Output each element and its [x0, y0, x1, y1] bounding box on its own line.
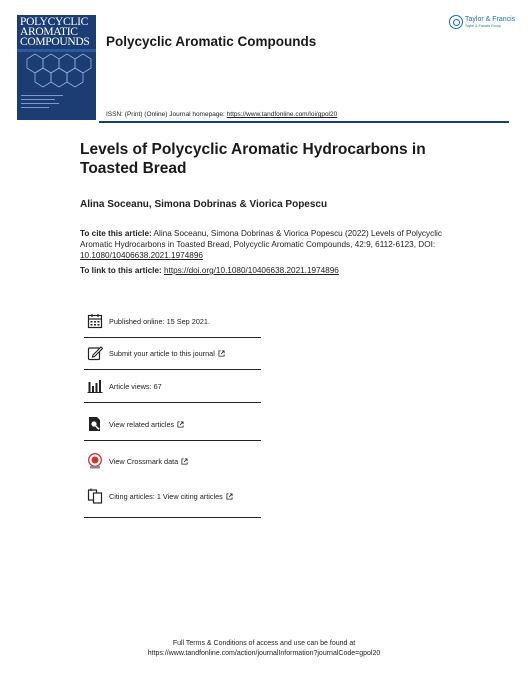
footer [0, 639, 528, 658]
submit-article-label: Submit your article to this journal [109, 349, 215, 358]
article-title: Levels of Polycyclic Aromatic Hydrocarbons in Toasted Bread [80, 141, 426, 177]
external-link-icon [177, 421, 184, 428]
header-divider [99, 121, 509, 123]
article-views-row [84, 371, 261, 403]
calendar-icon [87, 313, 103, 329]
search-document-icon [87, 416, 103, 432]
hexagon-pattern-icon [17, 51, 96, 95]
cover-text-line [21, 107, 49, 108]
cover-title [20, 17, 94, 47]
article-link-label: To link to this article: [80, 266, 165, 275]
publisher-logo-text: Taylor & Francis [465, 16, 516, 23]
crossmark-icon [87, 453, 103, 469]
published-online-text: Published online: 15 Sep 2021. [109, 317, 211, 326]
related-articles-row[interactable] [84, 409, 261, 441]
publisher-logo[interactable] [449, 15, 516, 33]
article-link-line [80, 266, 339, 275]
external-link-icon [226, 493, 233, 500]
related-articles-label: View related articles [109, 420, 175, 429]
footer-terms-link[interactable]: https://www.tandfonline.com/action/journalInformation?journalCode=gpol20 [147, 649, 381, 657]
crossmark-label: View Crossmark data [109, 457, 179, 466]
footer-terms-text: Full Terms & Conditions of access and use can be found at [172, 640, 356, 647]
citing-articles-label: Citing articles: 1 View citing articles [109, 492, 223, 501]
copy-icon [87, 488, 103, 504]
journal-name[interactable]: Polycyclic Aromatic Compounds [106, 34, 317, 49]
citing-articles-row[interactable] [84, 481, 261, 518]
citation-label: To cite this article: [80, 229, 152, 238]
citation-block [80, 229, 450, 261]
cover-title-line: COMPOUNDS [20, 36, 90, 48]
taylor-francis-logo-icon [449, 15, 463, 29]
publisher-logo-subtext: Taylor & Francis Group [465, 24, 501, 28]
submit-article-link[interactable] [109, 349, 225, 358]
cover-text-line [21, 95, 63, 96]
article-doi-url-link[interactable]: https://doi.org/10.1080/10406638.2021.1974896 [164, 266, 339, 275]
row-divider [84, 402, 261, 403]
external-link-icon [181, 458, 188, 465]
citation-text: Alina Soceanu, Simona Dobrinas & Viorica Popescu (2022) Levels of Polycyclic Aromatic Hydrocarbons in Toasted Bread, Polycyclic Aromatic Compounds, 42:9, 6112-6123, DOI: [80, 229, 442, 249]
cover-text-line [21, 103, 59, 104]
cover-title-line: AROMATIC [20, 26, 78, 38]
related-articles-link[interactable] [109, 420, 184, 429]
journal-cover-image [17, 15, 96, 120]
published-online-row [84, 306, 261, 338]
article-views-text: Article views: 67 [109, 382, 162, 391]
journal-homepage-link[interactable]: https://www.tandfonline.com/loi/gpol20 [226, 111, 338, 118]
crossmark-link[interactable] [109, 457, 188, 466]
row-divider [84, 517, 261, 518]
doi-link[interactable]: 10.1080/10406638.2021.1974896 [80, 250, 203, 260]
article-authors: Alina Soceanu, Simona Dobrinas & Viorica Popescu [80, 199, 328, 210]
edit-icon [87, 345, 103, 361]
submit-article-row[interactable] [84, 338, 261, 370]
external-link-icon [218, 350, 225, 357]
crossmark-row[interactable] [84, 446, 261, 478]
bar-chart-icon [87, 378, 103, 394]
cover-title-line: POLYCYCLIC [20, 16, 89, 28]
row-divider [84, 369, 261, 370]
cover-text-line [21, 99, 55, 100]
citing-articles-link[interactable] [109, 492, 233, 501]
issn-label: ISSN: (Print) (Online) Journal homepage: [106, 111, 227, 118]
issn-line [106, 111, 337, 118]
row-divider [84, 440, 261, 441]
